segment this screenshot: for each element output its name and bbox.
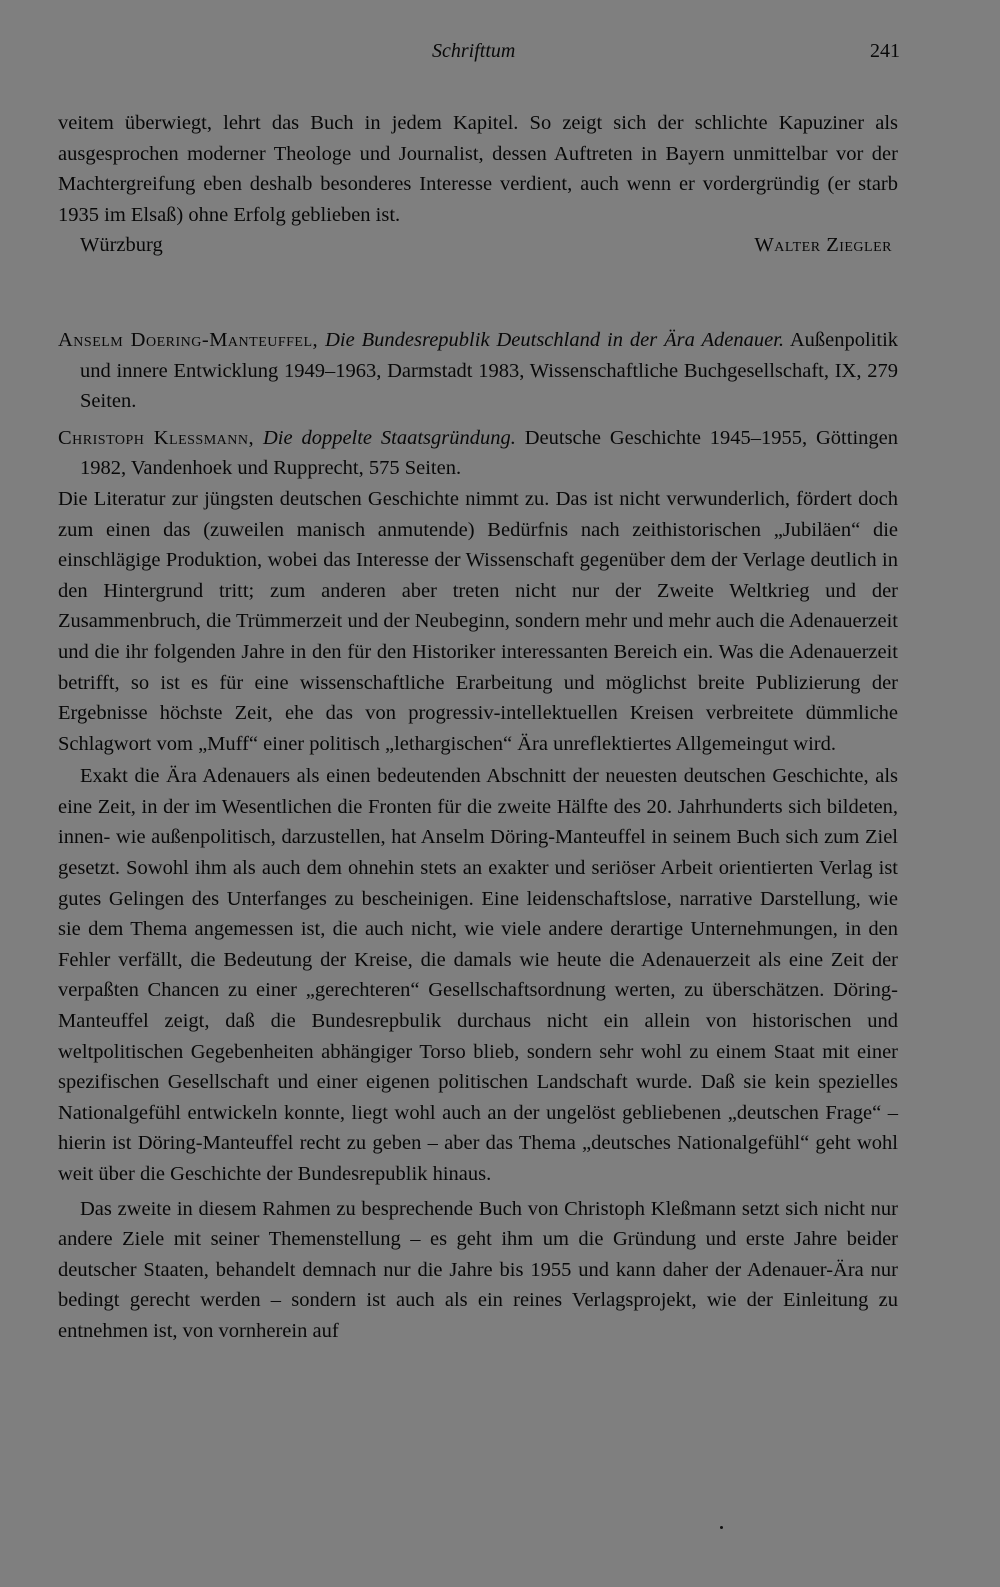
page-number: 241 [870,40,900,62]
bibliography-author: Christoph Klessmann, [58,426,255,449]
bibliography-details: Deutsche Geschichte 1945–1955, Göttingen 1982, Vandenhoek und Rupprecht, 575 Seiten. [80,426,898,480]
bibliography-author: Anselm Doering-Manteuffel, [58,328,319,351]
bibliography-entry [58,423,898,484]
page-header [0,40,1000,72]
running-title: Schrifttum [432,40,516,62]
body-paragraph: Exakt die Ära Adenauers als einen bedeutenden Abschnitt der neuesten deutschen Geschichte, als eine Zeit, in der im Wesentlichen die Fronten für die zweite Hälfte des 20. Jahrhunderts sich bildeten, innen- wie außenpolitisch, darzustellen, hat Anselm Döring-Manteuffel in seinem Buch sich zum Ziel gesetzt. Sowohl ihm als auch dem ohnehin stets an exakter und seriöser Arbeit orientierten Verlag ist gutes Gelingen des Unterfanges zu bescheinigen. Eine leidenschaftslose, narrative Darstellung, wie sie dem Thema angemessen ist, die auch nicht, wie viele andere derartige Unternehmungen, in den Fehler verfällt, die Bedeutung der Kreise, die damals wie heute die Adenauerzeit als eine Zeit der verpaßten Chancen zu einer „gerechteren“ Gesellschaftsordnung werten, zu überschätzen. Döring-Manteuffel zeigt, daß die Bundesrepbulik durchaus nicht ein allein von historischen und weltpolitischen Gegebenheiten abhängiger Torso blieb, sondern sehr wohl zu einem Staat mit einer spezifischen Gesellschaft und einer eigenen politischen Landschaft wurde. Daß sie kein spezielles Nationalgefühl entwickeln konnte, liegt wohl auch an der ungelöst gebliebenen „deutschen Frage“ – hierin ist Döring-Manteuffel recht zu geben – aber das Thema „deutsches Nationalgefühl“ geht wohl weit über die Geschichte der Bundesrepublik hinaus. [58,765,898,1185]
intro-paragraph: veitem überwiegt, lehrt das Buch in jedem Kapitel. So zeigt sich der schlichte Kapuziner als ausgesprochen moderner Theologe und Journalist, dessen Auftreten in Bayern unmittelbar vor der Machtergreifung eben deshalb besonderes Interesse verdient, auch wenn er vordergründig (er starb 1935 im Elsaß) ohne Erfolg geblieben ist. [58,112,898,226]
bibliography-details: Außenpolitik und innere Entwicklung 1949–1963, Darmstadt 1983, Wissenschaftliche Buchgesellschaft, IX, 279 Seiten. [80,328,899,413]
page-content [58,108,898,1347]
body-paragraph: Die Literatur zur jüngsten deutschen Geschichte nimmt zu. Das ist nicht verwunderlich, fördert doch zum einen das (zuweilen manisch anmutende) Bedürfnis nach zeithistorischen „Jubiläen“ die einschlägige Produktion, wobei das Interesse der Wissenschaft gegenüber dem der Verlage deutlich in den Hintergrund tritt; zum anderen aber treten nicht nur der Zweite Weltkrieg und der Zusammenbruch, die Trümmerzeit und der Neubeginn, sondern mehr und mehr auch die Adenauerzeit und die ihr folgenden Jahre in den für den Historiker interessanten Bereich ein. Was die Adenauerzeit betrifft, so ist es für eine wissenschaftliche Erarbeitung und möglichst breite Publizierung der Ergebnisse höchste Zeit, ehe das von progressiv-intellektuellen Kreisen verbreitete dümmliche Schlagwort vom „Muff“ einer politisch „lethargischen“ Ära unreflektiertes Allgemeingut wird. [58,487,898,755]
signature-author: Walter Ziegler [754,234,892,257]
bibliography-title: Die Bundesrepublik Deutschland in der Ära Adenauer. [325,328,785,351]
review-signature [58,230,898,261]
signature-place: Würzburg [80,234,163,257]
scan-speck [720,1526,723,1529]
body-paragraph: Das zweite in diesem Rahmen zu besprechende Buch von Christoph Kleßmann setzt sich nicht nur andere Ziele mit seiner Themenstellung – es geht ihm um die Gründung und erste Jahre beider deutscher Staaten, behandelt demnach nur die Jahre bis 1955 und kann daher der Adenauer-Ära nur bedingt gerecht werden – sondern ist auch als ein reines Verlagsprojekt, wie der Einleitung zu entnehmen ist, von vornherein auf [58,1197,898,1342]
bibliography-title: Die doppelte Staatsgründung. [262,426,516,449]
bibliography-entry [58,325,898,417]
